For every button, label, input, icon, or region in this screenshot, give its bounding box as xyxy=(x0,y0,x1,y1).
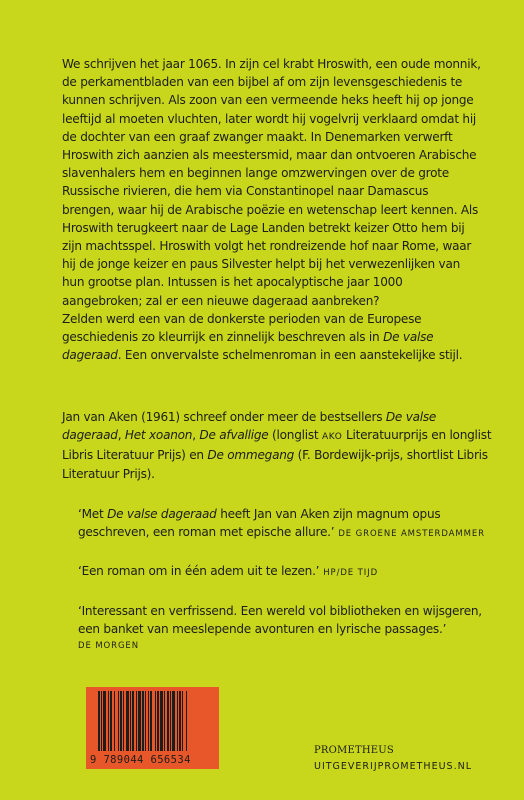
review-quote xyxy=(78,602,498,654)
quote-source: HP/DE TIJD xyxy=(323,568,379,579)
bio-text: (F. Bordewijk-prijs, shortlist Libris Literatuur Prijs). xyxy=(62,448,488,481)
review-quote xyxy=(78,505,498,543)
synopsis xyxy=(62,55,482,364)
prize-name: AKO xyxy=(321,432,343,443)
book-title: De valse dageraad xyxy=(62,330,434,363)
book-title: De afvallige xyxy=(199,428,269,443)
synopsis-text: Zelden werd een van de donkerste perioden van de Europese geschiedenis zo kleurrijk en zinnelijk beschreven als in xyxy=(62,311,422,345)
review-quote xyxy=(78,562,498,582)
quote-text: ‘Een roman om in één adem uit te lezen.’ xyxy=(78,564,320,579)
bio-text: , xyxy=(117,428,125,443)
quote-text: ‘Interessant en verfrissend. Een wereld vol bibliotheken en wijsgeren, een banket van meeslepende avonturen en lyrische passages.’ xyxy=(78,603,482,636)
quote-text: ‘Met xyxy=(78,507,108,521)
book-title: De ommegang xyxy=(207,448,295,463)
bio-text: (longlist xyxy=(268,428,322,443)
barcode-bars xyxy=(90,691,215,751)
quote-source: DE GROENE AMSTERDAMMER xyxy=(338,529,485,540)
bio-text: Jan van Aken (1961) schreef onder meer de bestsellers xyxy=(62,410,386,424)
bio-text: Literatuurprijs en longlist Libris Literatuur Prijs) en xyxy=(62,428,492,463)
publisher-logo: PROMETHEUS xyxy=(314,745,394,756)
author-bio xyxy=(62,408,492,483)
synopsis-text: . Een onvervalste schelmenroman in een aanstekelijke stijl. xyxy=(117,348,463,363)
book-title: De valse dageraad xyxy=(62,410,437,443)
synopsis-paragraph-2 xyxy=(62,310,482,365)
publisher-url: UITGEVERIJPROMETHEUS.NL xyxy=(314,761,472,772)
isbn-digits: 9 789044 656534 xyxy=(90,754,191,766)
review-quotes xyxy=(78,505,498,673)
book-title: Het xoanon xyxy=(124,428,193,443)
synopsis-paragraph-1: We schrijven het jaar 1065. In zijn cel krabt Hroswith, een oude monnik, de perkamentbladen van een bijbel af om zijn levensgeschiedenis te kunnen schrijven. Als zoon van een vermeende heks heeft hij op jonge leeftijd al moeten vluchten, later wordt hij vogelvrij verklaard omdat hij de dochter van een graaf zwanger maakt. In Denemarken verwerft Hroswith zich aanzien als meestersmid, maar dan ontvoeren Arabische slavenhalers hem en beginnen lange omzwervingen over de grote Russische rivieren, die hem via Constantinopel naar Damascus brengen, waar hij de Arabische poëzie en wetenschap leert kennen. Als Hroswith terugkeert naar de Lage Landen betrekt keizer Otto hem bij zijn machtsspel. Hroswith volgt het rondreizende hof naar Rome, waar hij de jonge keizer en paus Silvester helpt bij het verwezenlijken van hun grootse plan. Intussen is het apocalyptische jaar 1000 aangebroken; zal er een nieuwe dageraad aanbreken? xyxy=(62,57,481,308)
quote-text: heeft Jan van Aken zijn magnum opus geschreven, een roman met epische allure.’ xyxy=(78,507,441,540)
isbn-barcode xyxy=(86,687,219,769)
quote-source: DE MORGEN xyxy=(78,641,139,652)
book-title: De valse dageraad xyxy=(107,507,217,521)
bio-text: , xyxy=(192,428,200,443)
